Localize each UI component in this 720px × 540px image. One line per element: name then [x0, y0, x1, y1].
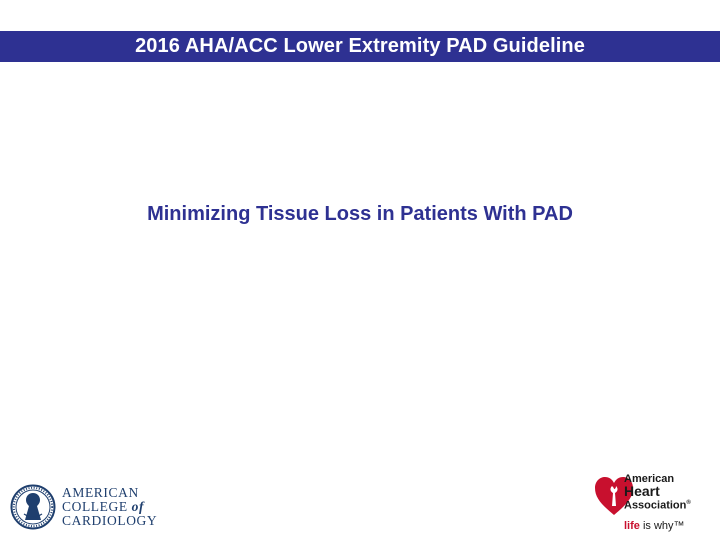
- slide-title: 2016 AHA/ACC Lower Extremity PAD Guideline: [135, 35, 585, 57]
- acc-line-3: CARDIOLOGY: [62, 513, 158, 528]
- aha-tagline: life is why™: [624, 520, 685, 532]
- aha-line-1: American: [624, 473, 675, 485]
- acc-line-1: AMERICAN: [62, 485, 139, 500]
- aha-logo: [594, 467, 712, 537]
- aha-wordmark: [624, 473, 691, 512]
- acc-wordmark: [62, 486, 157, 528]
- aha-line-3: Association®: [624, 499, 691, 512]
- aha-line-2: Heart: [624, 483, 660, 499]
- acc-seal-icon: [10, 484, 56, 530]
- acc-logo: [10, 484, 160, 530]
- acc-line-2: COLLEGE of: [62, 499, 145, 514]
- title-bar: [0, 31, 720, 62]
- section-heading: Minimizing Tissue Loss in Patients With PAD: [147, 203, 573, 225]
